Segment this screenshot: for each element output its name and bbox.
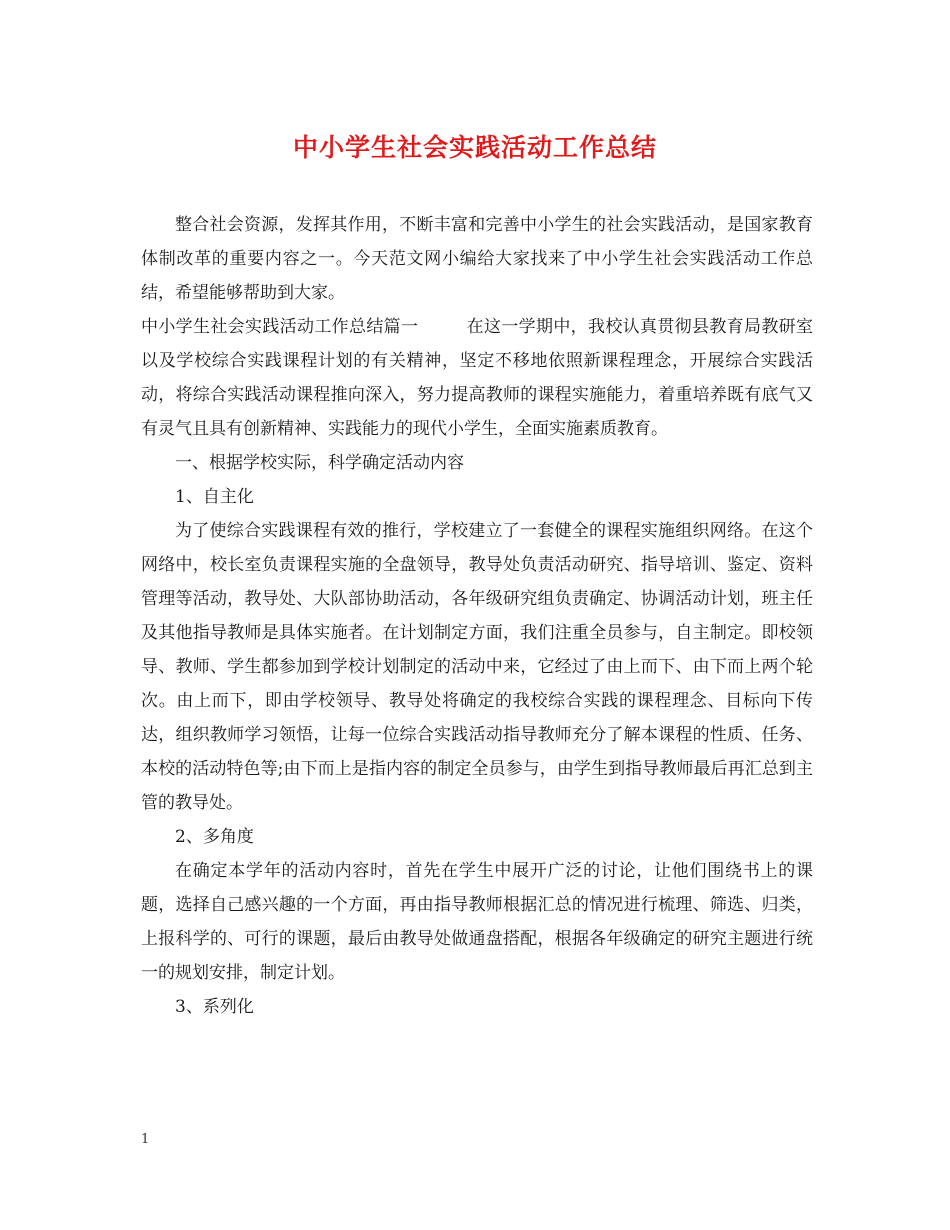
intro-paragraph: 整合社会资源，发挥其作用，不断丰富和完善中小学生的社会实践活动，是国家教育体制改革的重要内容之一。今天范文网小编给大家找来了中小学生社会实践活动工作总结，希望能够帮助到大家。 [141,215,813,303]
article-intro-text: 在这一学期中，我校认真贯彻县教育局教研室以及学校综合实践课程计划的有关精神，坚定不移地依照新课程理念，开展综合实践活动，将综合实践活动课程推向深入，努力提高教师的课程实施能力，着重培养既有底气又有灵气且具有创新精神、实践能力的现代小学生，全面实施素质教育。 [141,317,814,439]
page-number: 1 [141,1132,150,1147]
subheading-2: 2、多角度 [175,827,254,847]
subheading-1: 1、自主化 [175,487,254,507]
section-heading-1: 一、根据学校实际，科学确定活动内容 [175,453,464,473]
article-heading: 中小学生社会实践活动工作总结篇一 [141,317,419,337]
subheading-3: 3、系列化 [175,997,254,1017]
body-paragraph-2: 在确定本学年的活动内容时，首先在学生中展开广泛的讨论，让他们围绕书上的课题，选择自己感兴趣的一个方面，再由指导教师根据汇总的情况进行梳理、筛选、归类，上报科学的、可行的课题，最后由教导处做通盘搭配，根据各年级确定的研究主题进行统一的规划安排，制定计划。 [141,861,813,983]
document-title: 中小学生社会实践活动工作总结 [292,133,657,162]
section-paragraph [141,310,813,446]
document-body [141,208,813,1024]
body-paragraph-1: 为了使综合实践课程有效的推行，学校建立了一套健全的课程实施组织网络。在这个网络中，校长室负责课程实施的全盘领导，教导处负责活动研究、指导培训、鉴定、资料管理等活动，教导处、大队部协助活动，各年级研究组负责确定、协调活动计划，班主任及其他指导教师是具体实施者。在计划制定方面，我们注重全员参与，自主制定。即校领导、教师、学生都参加到学校计划制定的活动中来，它经过了由上而下、由下而上两个轮次。由上而下，即由学校领导、教导处将确定的我校综合实践的课程理念、目标向下传达，组织教师学习领悟，让每一位综合实践活动指导教师充分了解本课程的性质、任务、本校的活动特色等;由下而上是指内容的制定全员参与，由学生到指导教师最后再汇总到主管的教导处。 [141,521,813,813]
